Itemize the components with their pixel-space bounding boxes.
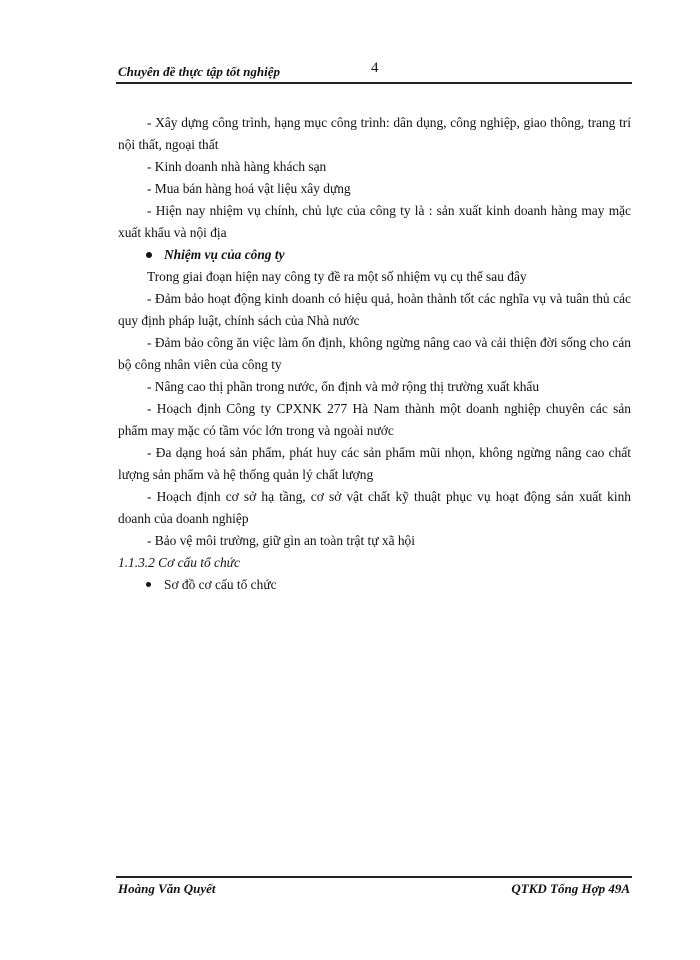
paragraph-task-environment: - Bảo vệ môi trường, giữ gìn an toàn trật tự xã hội	[147, 533, 415, 548]
bullet-org-chart	[118, 574, 631, 596]
page-number: 4	[371, 60, 379, 76]
paragraph-main-task: - Hiện nay nhiệm vụ chính, chủ lực của công ty là : sản xuất kinh doanh hàng may mặc xuất khẩu và nội địa	[118, 203, 631, 240]
bullet-dot-icon	[146, 582, 151, 587]
body-content	[118, 112, 631, 596]
paragraph-task-planning: - Hoạch định Công ty CPXNK 277 Hà Nam thành một doanh nghiệp chuyên các sản phẩm may mặc có tầm vóc lớn trong và ngoài nước	[118, 401, 631, 438]
footer-author: Hoàng Văn Quyết	[118, 881, 216, 896]
footer-class: QTKD Tổng Hợp 49A	[511, 881, 630, 896]
paragraph-task-business: - Đảm bảo hoạt động kinh doanh có hiệu quả, hoàn thành tốt các nghĩa vụ và tuân thủ các quy định pháp luật, chính sách của Nhà nước	[118, 291, 631, 328]
paragraph-task-infrastructure: - Hoạch định cơ sở hạ tầng, cơ sở vật chất kỹ thuật phục vụ hoạt động sản xuất kinh doanh của doanh nghiệp	[118, 489, 631, 526]
heading-company-tasks	[118, 244, 631, 266]
paragraph-materials: - Mua bán hàng hoá vật liệu xây dựng	[147, 181, 351, 196]
header-title: Chuyên đề thực tập tốt nghiệp	[118, 64, 280, 79]
paragraph-construction: - Xây dựng công trình, hạng mục công trình: dân dụng, công nghiệp, giao thông, trang trí nội thất, ngoại thất	[118, 115, 631, 152]
paragraph-hotel: - Kinh doanh nhà hàng khách sạn	[147, 159, 327, 174]
paragraph-tasks-intro: Trong giai đoạn hiện nay công ty đề ra một số nhiệm vụ cụ thể sau đây	[147, 269, 527, 284]
section-heading-org-structure: 1.1.3.2 Cơ cấu tổ chức	[118, 555, 240, 570]
paragraph-task-employment: - Đảm bảo công ăn việc làm ổn định, không ngừng nâng cao và cải thiện đời sống cho cán bộ công nhân viên của công ty	[118, 335, 631, 372]
paragraph-task-diversify: - Đa dạng hoá sản phẩm, phát huy các sản phẩm mũi nhọn, không ngừng nâng cao chất lượng sản phẩm và hệ thống quản lý chất lượng	[118, 445, 631, 482]
bullet-dot-icon	[146, 252, 152, 258]
paragraph-task-market: - Nâng cao thị phần trong nước, ổn định và mở rộng thị trường xuất khẩu	[147, 379, 540, 394]
footer-divider	[116, 876, 632, 878]
header-divider	[116, 82, 632, 84]
heading-company-tasks-label: Nhiệm vụ của công ty	[164, 247, 285, 262]
bullet-org-chart-label: Sơ đồ cơ cấu tổ chức	[164, 577, 277, 592]
